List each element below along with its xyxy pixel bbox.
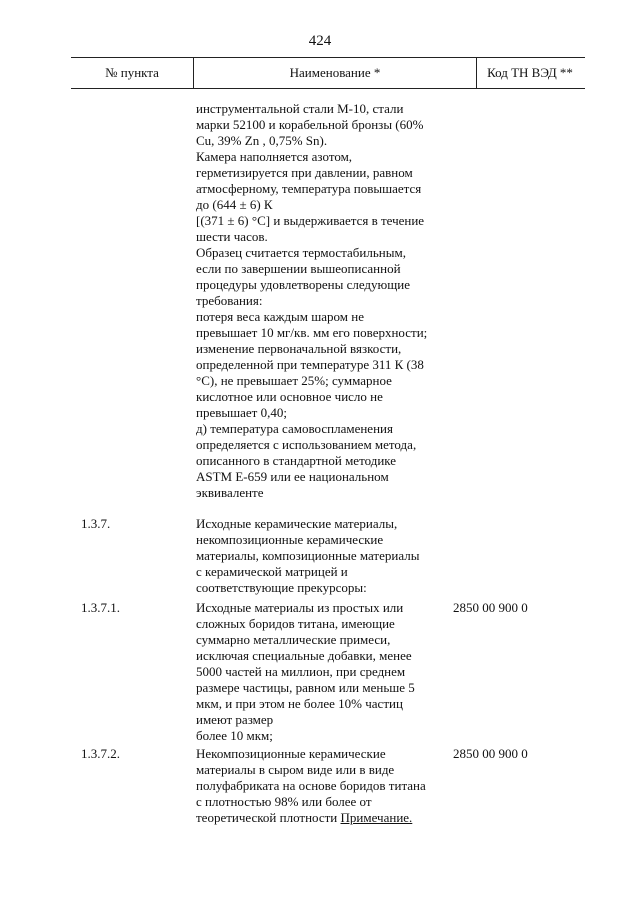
text-line: изменение первоначальной вязкости, xyxy=(196,341,402,356)
text-line: с плотностью 98% или более от xyxy=(196,794,372,809)
text-line: инструментальной стали М-10, стали xyxy=(196,101,404,116)
text-line: превышает 0,40; xyxy=(196,405,287,420)
note-link[interactable]: Примечание. xyxy=(340,810,413,825)
text-line: Образец считается термостабильным, xyxy=(196,245,406,260)
text-line: размере частицы, равном или меньше 5 xyxy=(196,680,415,695)
text-line: имеют размер xyxy=(196,712,274,727)
item-code: 2850 00 900 0 xyxy=(453,600,528,615)
text-line: эквиваленте xyxy=(196,485,264,500)
item-description xyxy=(196,516,446,596)
text-line: соответствующие прекурсоры: xyxy=(196,580,367,595)
text-line: превышает 10 мг/кв. мм его поверхности; xyxy=(196,325,428,340)
text-line: полуфабриката на основе боридов титана xyxy=(196,778,426,793)
item-number: 1.3.7.1. xyxy=(81,600,120,615)
table-header xyxy=(71,57,585,89)
text-line: исключая специальные добавки, менее xyxy=(196,648,412,663)
item-description xyxy=(196,600,446,744)
text-line: определяется с использованием метода, xyxy=(196,437,417,452)
text-line: [(371 ± 6) °C] и выдерживается в течение xyxy=(196,213,425,228)
text-line: с керамической матрицей и xyxy=(196,564,348,579)
text-line: °C), не превышает 25%; суммарное xyxy=(196,373,392,388)
header-name: Наименование * xyxy=(193,58,477,88)
text-line: определенной при температуре 311 К (38 xyxy=(196,357,424,372)
item-description xyxy=(196,746,446,826)
text-line: Cu, 39% Zn , 0,75% Sn). xyxy=(196,133,328,148)
text-line: д) температура самовоспламенения xyxy=(196,421,393,436)
text-line: мкм, и при этом не более 10% частиц xyxy=(196,696,403,711)
text-line: Исходные керамические материалы, xyxy=(196,516,398,531)
text-line: шести часов. xyxy=(196,229,268,244)
text-line: атмосферному, температура повышается xyxy=(196,181,422,196)
header-item-number: № пункта xyxy=(105,65,159,80)
text-line: ASTM E-659 или ее национальном xyxy=(196,469,389,484)
text-fragment: теоретической плотности xyxy=(196,810,338,825)
item-number: 1.3.7.2. xyxy=(81,746,120,761)
item-number: 1.3.7. xyxy=(81,516,111,531)
text-line: сложных боридов титана, имеющие xyxy=(196,616,395,631)
text-line: кислотное или основное число не xyxy=(196,389,383,404)
header-code: Код ТН ВЭД ** xyxy=(487,65,573,80)
text-line: некомпозиционные керамические xyxy=(196,532,384,547)
text-line: потеря веса каждым шаром не xyxy=(196,309,365,324)
continuation-text xyxy=(196,101,446,501)
item-code: 2850 00 900 0 xyxy=(453,746,528,761)
text-line: описанного в стандартной методике xyxy=(196,453,397,468)
text-line: Камера наполняется азотом, xyxy=(196,149,353,164)
text-line: более 10 мкм; xyxy=(196,728,273,743)
page-number: 424 xyxy=(308,33,332,49)
text-line xyxy=(196,810,446,826)
text-line: материалы, композиционные материалы xyxy=(196,548,420,563)
text-line: до (644 ± 6) К xyxy=(196,197,273,212)
text-line: если по завершении вышеописанной xyxy=(196,261,401,276)
text-line: материалы в сыром виде или в виде xyxy=(196,762,395,777)
text-line: суммарно металлические примеси, xyxy=(196,632,391,647)
text-line: 5000 частей на миллион, при среднем xyxy=(196,664,406,679)
text-line: герметизируется при давлении, равном xyxy=(196,165,413,180)
text-line: марки 52100 и корабельной бронзы (60% xyxy=(196,117,424,132)
text-line: Исходные материалы из простых или xyxy=(196,600,404,615)
text-line: Некомпозиционные керамические xyxy=(196,746,386,761)
text-line: процедуры удовлетворены следующие xyxy=(196,277,410,292)
text-line: требования: xyxy=(196,293,263,308)
